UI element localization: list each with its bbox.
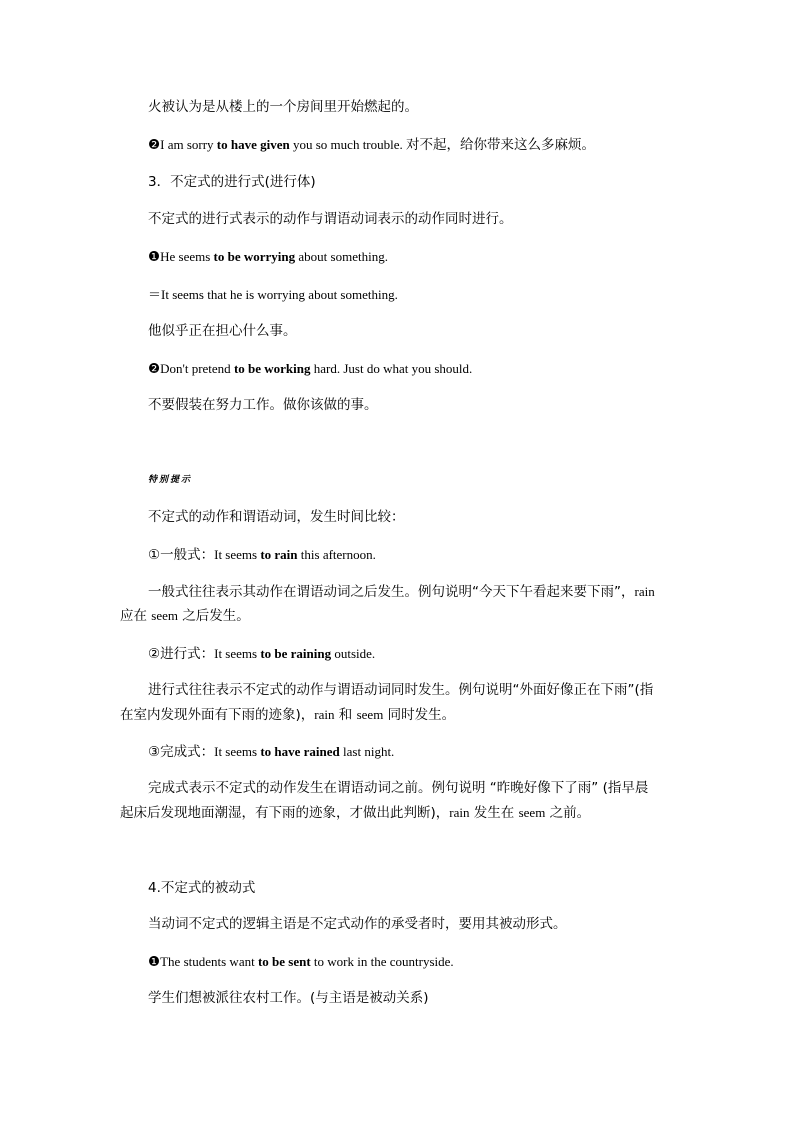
note-progressive-explain-2: 在室内发现外面有下雨的迹象)，rain 和 seem 同时发生。 <box>120 707 456 723</box>
paragraph-progressive-desc: 不定式的进行式表示的动作与谓语动词表示的动作同时进行。 <box>148 211 513 227</box>
bold-phrase: to rain <box>260 547 298 562</box>
bold-phrase: to be working <box>233 361 311 376</box>
bold-phrase: to be worrying <box>213 249 296 264</box>
example-number: ❶ <box>148 249 161 265</box>
note-perfect-explain-1: 完成式表示不定式的动作发生在谓语动词之前。例句说明 “昨晚好像下了雨” (指早晨 <box>148 780 649 796</box>
note-perfect-form: ③完成式：It seems to have rained last night. <box>148 744 395 760</box>
note-progressive-explain-1: 进行式往往表示不定式的动作与谓语动词同时发生。例句说明“外面好像正在下雨”(指 <box>148 682 654 698</box>
translation-worrying: 他似乎正在担心什么事。 <box>148 323 297 339</box>
translation-pretend: 不要假装在努力工作。做你该做的事。 <box>148 397 378 413</box>
bold-phrase: to be sent <box>257 954 311 969</box>
note-progressive-form: ②进行式：It seems to be raining outside. <box>148 646 376 662</box>
section-heading-progressive: 3．不定式的进行式(进行体) <box>148 174 316 190</box>
translation-students: 学生们想被派往农村工作。(与主语是被动关系) <box>148 990 429 1006</box>
paragraph-fire-translation: 火被认为是从楼上的一个房间里开始燃起的。 <box>148 99 418 115</box>
example-seems-worrying: ❶He seems to be worrying about something. <box>148 249 388 265</box>
note-perfect-explain-2: 起床后发现地面潮湿，有下雨的迹象，才做出此判断)，rain 发生在 seem 之前。 <box>120 805 591 821</box>
note-simple-explain-2: 应在 seem 之后发生。 <box>120 608 250 624</box>
paragraph-passive-desc: 当动词不定式的逻辑主语是不定式动作的承受者时，要用其被动形式。 <box>148 916 567 932</box>
bold-phrase: to have given <box>216 137 290 152</box>
note-intro: 不定式的动作和谓语动词，发生时间比较： <box>148 509 405 525</box>
note-simple-explain-1: 一般式往往表示其动作在谓语动词之后发生。例句说明“今天下午看起来要下雨”，rain <box>148 584 655 600</box>
example-sorry-trouble: ❷I am sorry to have given you so much trouble. 对不起，给你带来这么多麻烦。 <box>148 137 596 153</box>
translation: 对不起，给你带来这么多麻烦。 <box>406 137 596 153</box>
example-number: ❶ <box>148 954 161 970</box>
example-equivalent: ＝It seems that he is worrying about something. <box>148 287 398 302</box>
example-number: ❷ <box>148 137 161 153</box>
example-number: ❷ <box>148 361 161 377</box>
section-heading-passive: 4.不定式的被动式 <box>148 880 256 896</box>
note-simple-form: ①一般式：It seems to rain this afternoon. <box>148 547 376 563</box>
note-title: 特别提示 <box>148 475 193 485</box>
example-pretend-working: ❷Don't pretend to be working hard. Just do what you should. <box>148 361 473 377</box>
bold-phrase: to be raining <box>260 646 332 661</box>
bold-phrase: to have rained <box>260 744 340 759</box>
example-students-sent: ❶The students want to be sent to work in the countryside. <box>148 954 454 970</box>
